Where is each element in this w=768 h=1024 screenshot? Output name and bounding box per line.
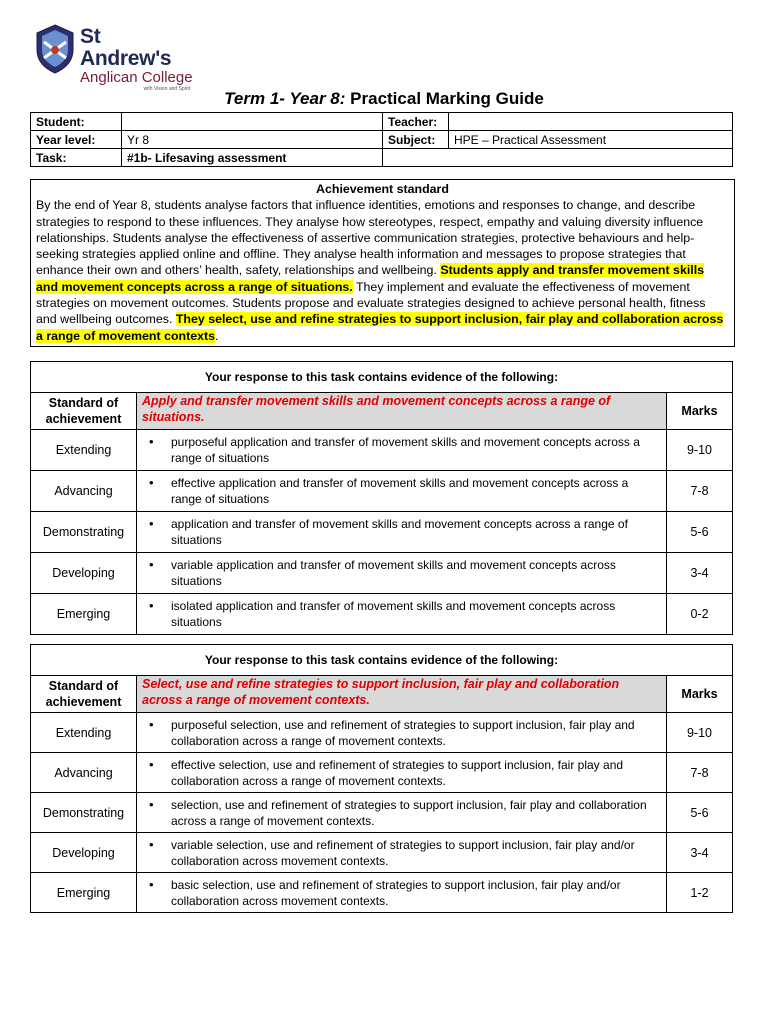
rubric-heading: Your response to this task contains evidence of the following:	[31, 362, 733, 393]
descriptor: variable selection, use and refinement of strategies to support inclusion, fair play and/or collaboration across movement contexts.	[171, 837, 635, 868]
bullet-icon: •	[149, 876, 154, 892]
standard-label: Standard of achievement	[31, 393, 137, 430]
marks: 7-8	[667, 753, 733, 793]
level: Developing	[31, 833, 137, 873]
marks: 7-8	[667, 471, 733, 512]
level: Developing	[31, 553, 137, 594]
student-info-table	[30, 112, 733, 167]
subject-value: HPE – Practical Assessment	[449, 131, 733, 149]
bullet-icon: •	[149, 716, 154, 732]
descriptor: variable application and transfer of movement skills and movement concepts across situations	[171, 558, 616, 588]
criterion: Apply and transfer movement skills and movement concepts across a range of situations.	[137, 393, 667, 430]
bullet-icon: •	[149, 557, 154, 572]
descriptor: basic selection, use and refinement of strategies to support inclusion, fair play and/or collaboration across movement contexts.	[171, 877, 621, 908]
level: Advancing	[31, 753, 137, 793]
table-row	[31, 512, 733, 553]
table-row	[31, 430, 733, 471]
subject-label: Subject:	[383, 131, 449, 149]
table-row	[31, 471, 733, 512]
teacher-label: Teacher:	[383, 113, 449, 131]
rubric-table-1	[30, 361, 733, 635]
table-row	[31, 594, 733, 635]
college-logo	[36, 24, 196, 92]
marks: 5-6	[667, 793, 733, 833]
teacher-field[interactable]	[449, 113, 733, 131]
criterion: Select, use and refine strategies to support inclusion, fair play and collaboration across a range of movement contexts.	[137, 676, 667, 713]
level: Extending	[31, 430, 137, 471]
year-value: Yr 8	[122, 131, 383, 149]
bullet-icon: •	[149, 434, 154, 449]
level: Demonstrating	[31, 793, 137, 833]
bullet-icon: •	[149, 796, 154, 812]
table-row	[31, 873, 733, 913]
level: Advancing	[31, 471, 137, 512]
year-label: Year level:	[31, 131, 122, 149]
marks-label: Marks	[667, 393, 733, 430]
table-row	[31, 753, 733, 793]
rubric-heading: Your response to this task contains evidence of the following:	[31, 645, 733, 676]
marks: 1-2	[667, 873, 733, 913]
title-italic: Term 1- Year 8:	[224, 89, 346, 108]
marks: 9-10	[667, 430, 733, 471]
achievement-text-1: By the end of Year 8, students analyse factors that influence identities, emotions and responses to change, and describe strategies to respond to these influences. They analyse how stereotypes, respect, empathy and valuing diversity influence relationships. Students analyse the effectiveness of assertive communication strategies, protective behaviours and help-seeking strategies applied online and offline. They analyse health information and messages to propose strategies that enhance their own and others’ health, safety, relationships and wellbeing.	[36, 198, 704, 278]
task-blank	[383, 149, 733, 167]
achievement-text	[36, 197, 729, 344]
marks: 5-6	[667, 512, 733, 553]
achievement-highlight-2: They select, use and refine strategies to support inclusion, fair play and collaboration across a range of movement contexts	[36, 312, 724, 343]
logo-tagline: with Vision and Spirit	[143, 86, 190, 92]
level: Demonstrating	[31, 512, 137, 553]
descriptor: purposeful selection, use and refinement of strategies to support inclusion, fair play and collaboration across a range of movement contexts.	[171, 717, 635, 748]
achievement-text-3: .	[215, 328, 219, 343]
bullet-icon: •	[149, 756, 154, 772]
task-value: #1b- Lifesaving assessment	[122, 149, 383, 167]
descriptor: effective application and transfer of movement skills and movement concepts across a range of situations	[171, 476, 629, 506]
achievement-standard	[30, 179, 735, 347]
table-row	[31, 833, 733, 873]
achievement-heading: Achievement standard	[316, 182, 449, 196]
bullet-icon: •	[149, 516, 154, 531]
level: Extending	[31, 713, 137, 753]
logo-subtitle: Anglican College	[80, 69, 193, 86]
marks-label: Marks	[667, 676, 733, 713]
table-row	[31, 793, 733, 833]
rubric-table-2	[30, 644, 733, 913]
bullet-icon: •	[149, 598, 154, 613]
descriptor: effective selection, use and refinement of strategies to support inclusion, fair play and collaboration across a range of movement contexts.	[171, 757, 624, 788]
student-label: Student:	[31, 113, 122, 131]
table-row	[31, 713, 733, 753]
bullet-icon: •	[149, 836, 154, 852]
achievement-highlight-1: Students apply and transfer movement skills and movement concepts across a range of situations.	[36, 263, 705, 294]
descriptor: application and transfer of movement skills and movement concepts across a range of situations	[171, 517, 628, 547]
descriptor: isolated application and transfer of movement skills and movement concepts across situations	[171, 599, 616, 629]
page-title	[0, 89, 768, 109]
bullet-icon: •	[149, 475, 154, 490]
marks: 3-4	[667, 553, 733, 594]
crest-icon	[36, 24, 74, 74]
title-rest: Practical Marking Guide	[345, 89, 544, 108]
table-row	[31, 553, 733, 594]
level: Emerging	[31, 873, 137, 913]
task-label: Task:	[31, 149, 122, 167]
achievement-text-2: They implement and evaluate the effectiveness of movement strategies on movement outcomes. Students propose and evaluate strategies designed to achieve personal health, fitness and wellbeing outcomes.	[36, 279, 706, 327]
standard-label: Standard of achievement	[31, 676, 137, 713]
marks: 0-2	[667, 594, 733, 635]
logo-name: St Andrew's	[80, 25, 172, 70]
marks: 3-4	[667, 833, 733, 873]
student-field[interactable]	[122, 113, 383, 131]
marks: 9-10	[667, 713, 733, 753]
descriptor: purposeful application and transfer of movement skills and movement concepts across a range of situations	[171, 435, 640, 465]
descriptor: selection, use and refinement of strategies to support inclusion, fair play and collaboration across a range of movement contexts.	[171, 797, 647, 828]
level: Emerging	[31, 594, 137, 635]
